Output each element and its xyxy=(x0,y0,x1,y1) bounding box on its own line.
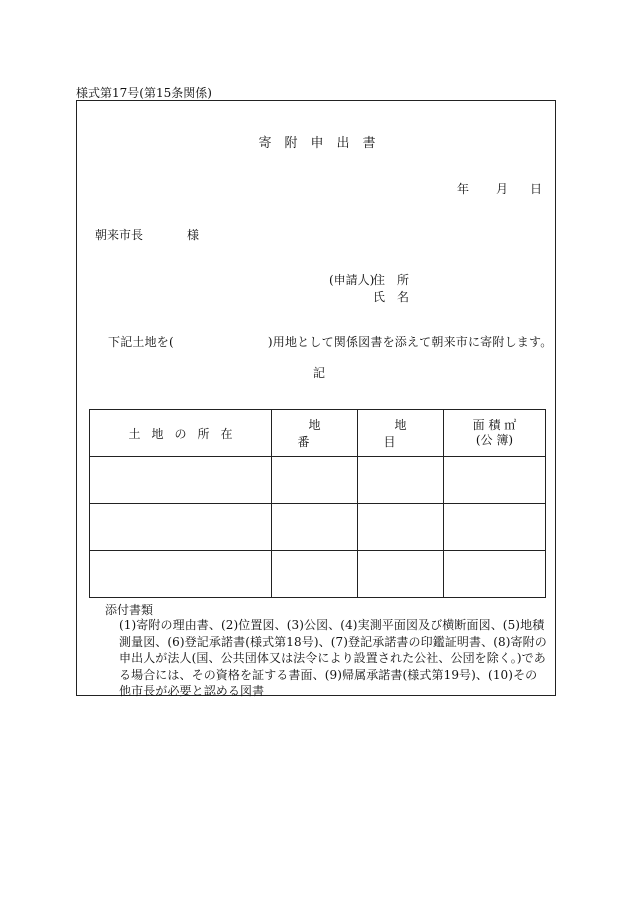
attachments-title: 添付書類 xyxy=(105,603,154,617)
cell-land-category xyxy=(358,551,444,598)
cell-lot-number xyxy=(272,504,358,551)
cell-land-category xyxy=(358,504,444,551)
cell-land-category xyxy=(358,457,444,504)
applicant-name-label: 氏 名 xyxy=(373,290,410,304)
form-title: 寄附申出書 xyxy=(258,136,389,151)
table-row xyxy=(90,504,546,551)
date-day-label: 日 xyxy=(530,182,543,196)
ki-label: 記 xyxy=(312,366,325,380)
header-area xyxy=(444,410,546,457)
cell-lot-number xyxy=(272,457,358,504)
cell-area xyxy=(444,457,546,504)
addressee xyxy=(95,226,199,243)
table-row xyxy=(90,551,546,598)
header-location: 土地の所在 xyxy=(90,410,272,457)
land-table xyxy=(89,409,546,598)
addressee-honorific: 様 xyxy=(187,228,200,242)
cell-location xyxy=(90,551,272,598)
addressee-name: 朝来市長 xyxy=(95,228,144,242)
form-number-label: 様式第17号(第15条関係) xyxy=(76,86,212,100)
header-land-category: 地目 xyxy=(358,410,444,457)
table-header-row xyxy=(90,410,546,457)
cell-location xyxy=(90,504,272,551)
statement-after: )用地として関係図書を添えて朝来市に寄附します。 xyxy=(267,335,553,349)
cell-area xyxy=(444,551,546,598)
header-lot-number: 地番 xyxy=(272,410,358,457)
cell-area xyxy=(444,504,546,551)
cell-location xyxy=(90,457,272,504)
statement-before: 下記土地を( xyxy=(108,335,174,349)
date-month-label: 月 xyxy=(496,182,509,196)
header-area-line2: (公 簿) xyxy=(475,433,514,447)
application-form xyxy=(76,100,556,696)
header-area-line1: 面 積 ㎡ xyxy=(472,418,517,432)
date-year-label: 年 xyxy=(457,182,470,196)
donation-statement xyxy=(108,333,552,350)
attachments-list: (1)寄附の理由書、(2)位置図、(3)公図、(4)実測平面図及び横断面図、(5)地積測量図、(6)登記承諾書(様式第18号)、(7)登記承諾書の印鑑証明書、(8)寄附の申出人が法人(国、公共団体又は法令により設置された公社、公団を除く。)である場合には、その資格を証する書面、(9)帰属承諾書(様式第19号)、(10)その他市長が必要と認める図書 xyxy=(119,618,547,698)
applicant-address-label: 住 所 xyxy=(373,273,410,287)
cell-lot-number xyxy=(272,551,358,598)
table-row xyxy=(90,457,546,504)
applicant-role: (申請人) xyxy=(329,273,375,287)
